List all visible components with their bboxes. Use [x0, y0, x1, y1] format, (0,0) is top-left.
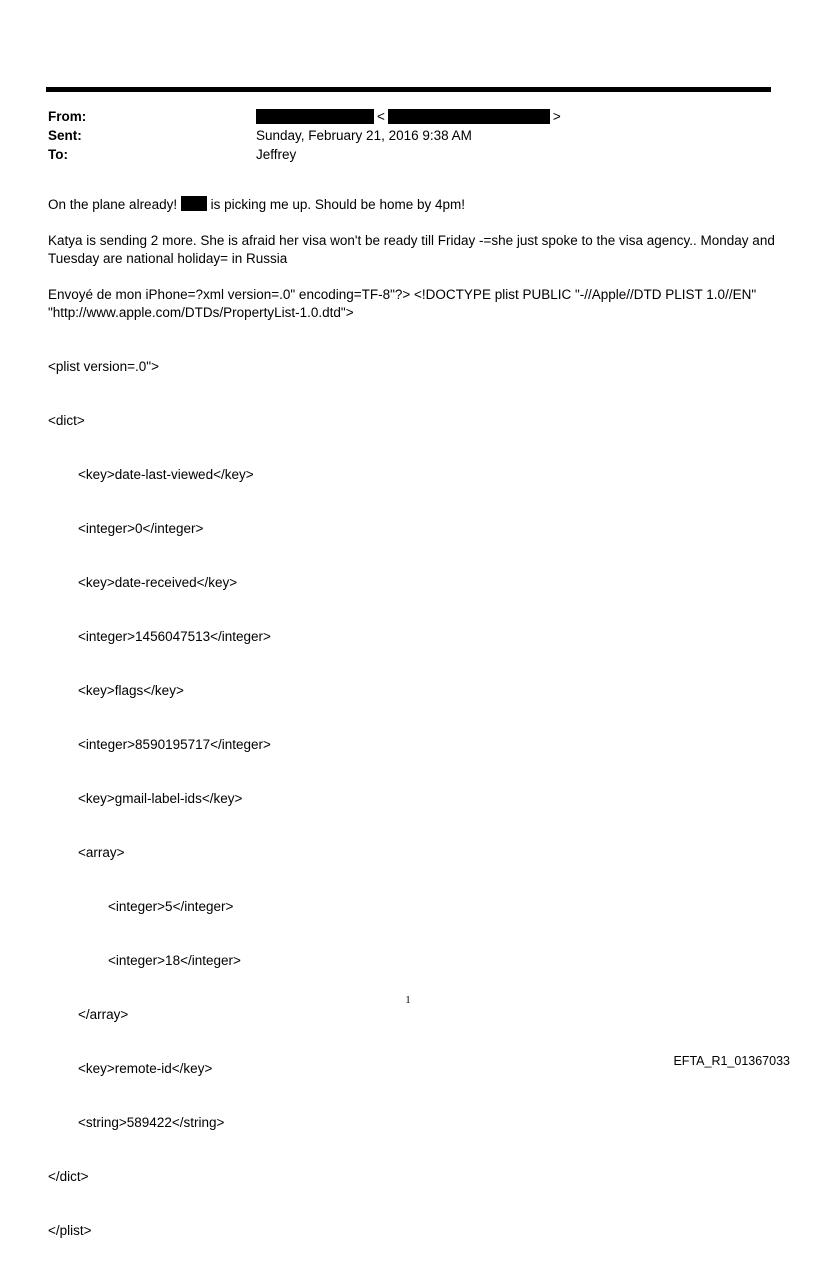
to-label: To:: [48, 147, 68, 162]
plist-block: [48, 322, 778, 1276]
plist-line: <key>remote-id</key>: [48, 1061, 213, 1076]
plist-line: <dict>: [48, 413, 85, 428]
from-label: From:: [48, 109, 87, 124]
message-line-1-end: is picking me up. Should be home by 4pm!: [206, 197, 465, 212]
from-value: [256, 107, 564, 126]
plist-line: <string>589422</string>: [48, 1115, 225, 1130]
email-body: [48, 196, 778, 1276]
message-line-1: [48, 196, 778, 214]
to-row: [48, 145, 768, 164]
plist-line: <integer>1456047513</integer>: [48, 629, 271, 644]
plist-line: </array>: [48, 1007, 129, 1022]
sent-row: [48, 126, 768, 145]
redacted-sender-name: [256, 109, 374, 124]
sent-label: Sent:: [48, 128, 82, 143]
from-close-bracket: >: [552, 109, 561, 124]
redacted-name-inline: [181, 196, 207, 211]
plist-line: <key>flags</key>: [48, 683, 184, 698]
redacted-sender-email: [388, 109, 550, 124]
plist-line: <key>date-last-viewed</key>: [48, 467, 254, 482]
plist-line: </plist>: [48, 1223, 92, 1238]
plist-line: <integer>18</integer>: [48, 953, 241, 968]
document-id: EFTA_R1_01367033: [673, 1054, 790, 1068]
plist-line: </dict>: [48, 1169, 89, 1184]
plist-line: <integer>8590195717</integer>: [48, 737, 271, 752]
plist-line: <array>: [48, 845, 125, 860]
plist-line: <key>gmail-label-ids</key>: [48, 791, 243, 806]
to-value: Jeffrey: [256, 147, 297, 162]
plist-line: <integer>5</integer>: [48, 899, 234, 914]
from-open-bracket: <: [377, 109, 385, 124]
plist-line: <plist version=.0">: [48, 359, 159, 374]
plist-line: <key>date-received</key>: [48, 575, 238, 590]
message-paragraph-2: Katya is sending 2 more. She is afraid her visa won't be ready till Friday -=she just spoke to the visa agency.. Monday and Tuesday are national holiday= in Russia: [48, 233, 775, 266]
message-paragraph-3: Envoyé de mon iPhone=?xml version=.0" encoding=TF-8"?> <!DOCTYPE plist PUBLIC "-//Apple//DTD PLIST 1.0//EN" "http://www.apple.com/DTDs/PropertyList-1.0.dtd">: [48, 287, 757, 320]
plist-line: <integer>0</integer>: [48, 521, 204, 536]
sent-value: Sunday, February 21, 2016 9:38 AM: [256, 128, 472, 143]
header-rule: [46, 87, 771, 92]
from-row: [48, 107, 768, 126]
email-header: [48, 107, 768, 164]
message-line-1-start: On the plane already!: [48, 197, 181, 212]
page-number: 1: [405, 994, 411, 1006]
